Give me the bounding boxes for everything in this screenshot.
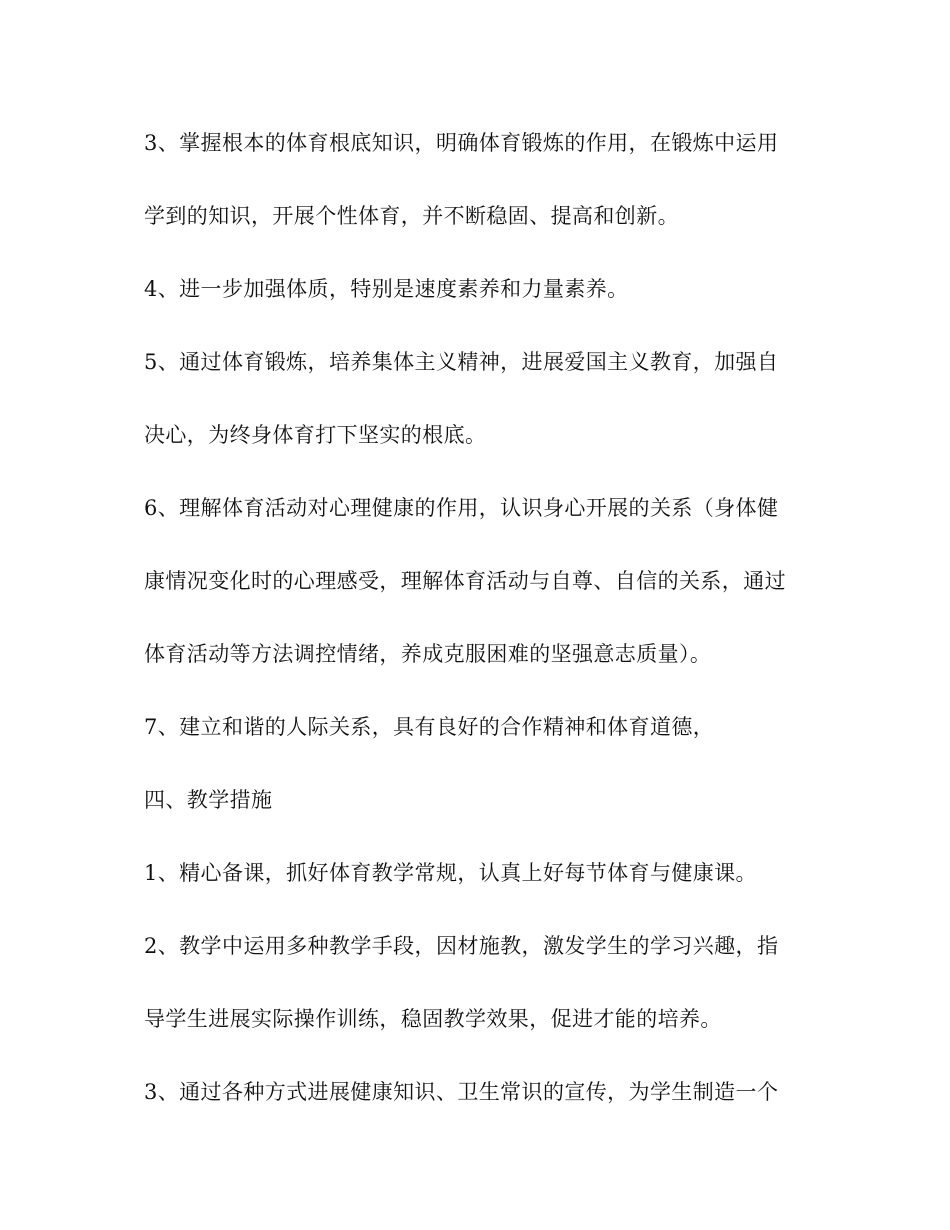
paragraph-line: 3、掌握根本的体育根底知识，明确体育锻炼的作用，在锻炼中运用	[144, 131, 779, 155]
paragraph-line: 决心，为终身体育打下坚实的根底。	[144, 423, 487, 447]
paragraph-line: 5、通过体育锻炼，培养集体主义精神，进展爱国主义教育，加强自	[144, 350, 779, 374]
paragraph-line: 7、建立和谐的人际关系，具有良好的合作精神和体育道德，	[144, 715, 715, 739]
paragraph-line: 导学生进展实际操作训练，稳固教学效果，促进才能的培养。	[144, 1007, 722, 1031]
paragraph-line: 4、进一步加强体质，特别是速度素养和力量素养。	[144, 277, 629, 301]
paragraph-line: 体育活动等方法调控情绪，养成克服困难的坚强意志质量）。	[144, 642, 712, 666]
paragraph-line: 3、通过各种方式进展健康知识、卫生常识的宣传，为学生制造一个	[144, 1080, 779, 1104]
paragraph-line: 1、精心备课，抓好体育教学常规，认真上好每节体育与健康课。	[144, 861, 757, 885]
paragraph-line: 康情况变化时的心理感受，理解体育活动与自尊、自信的关系，通过	[144, 569, 786, 593]
paragraph-line: 6、理解体育活动对心理健康的作用，认识身心开展的关系（身体健	[144, 496, 779, 520]
paragraph-line: 2、教学中运用多种教学手段，因材施教，激发学生的学习兴趣，指	[144, 934, 779, 958]
section-heading: 四、教学措施	[144, 788, 273, 812]
paragraph-line: 学到的知识，开展个性体育，并不断稳固、提高和创新。	[144, 204, 679, 228]
